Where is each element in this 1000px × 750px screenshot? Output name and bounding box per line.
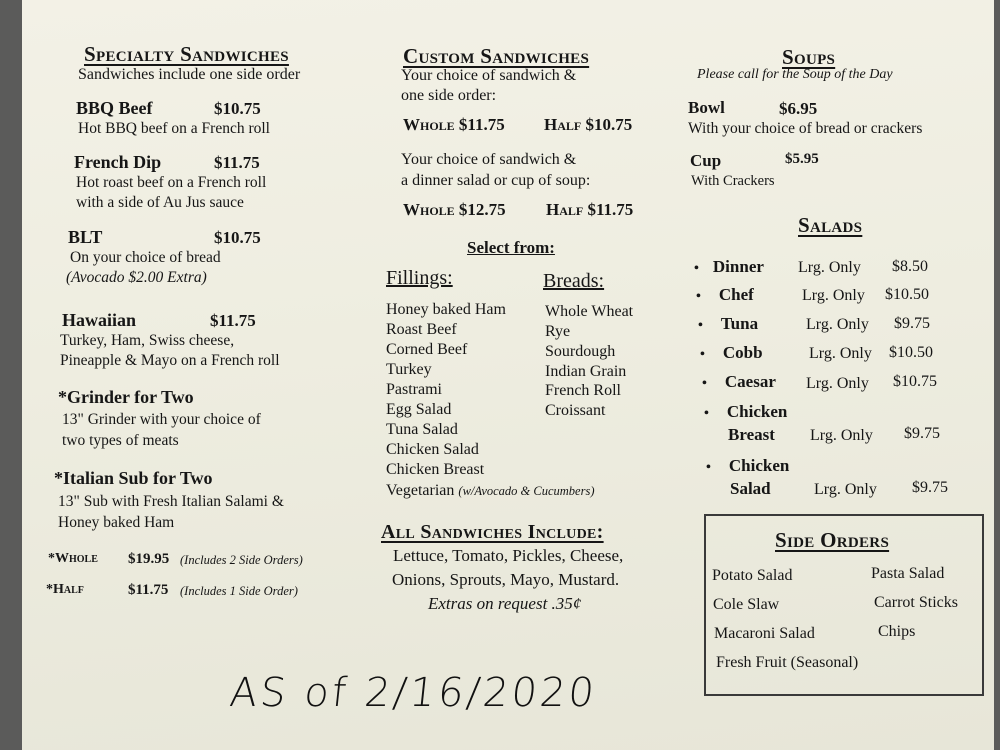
- filling-item: Pastrami: [386, 381, 442, 398]
- bullet-icon: •: [702, 376, 707, 391]
- bread-item: Sourdough: [545, 343, 616, 360]
- half-price: $11.75: [128, 582, 169, 598]
- filling-item: Honey baked Ham: [386, 301, 506, 318]
- specialty-subtitle: Sandwiches include one side order: [78, 66, 301, 83]
- filling-item: Chicken Breast: [386, 461, 485, 478]
- salad-size: Lrg. Only: [810, 427, 873, 444]
- side-item: Pasta Salad: [871, 565, 945, 582]
- salad-price: $8.50: [892, 258, 928, 275]
- select-from-heading: Select from:: [467, 238, 555, 257]
- item-french-dip-name: French Dip: [74, 152, 162, 172]
- item-grinder-desc2: two types of meats: [62, 432, 179, 449]
- salad-name: Chicken: [726, 402, 788, 421]
- salad-size: Lrg. Only: [798, 259, 861, 276]
- salad-row: [706, 456, 948, 498]
- salad-row: [704, 402, 940, 444]
- salads-title: Salads: [798, 213, 863, 237]
- item-hawaiian-desc1: Turkey, Ham, Swiss cheese,: [60, 332, 235, 349]
- item-blt-price: $10.75: [214, 228, 261, 247]
- item-italian-sub-desc1: 13" Sub with Fresh Italian Salami &: [58, 493, 284, 510]
- bullet-icon: •: [700, 347, 705, 362]
- filling-item-vegetarian: [386, 481, 595, 501]
- salad-name-line2: Salad: [730, 479, 771, 498]
- custom-option2-half: Half $11.75: [546, 200, 634, 219]
- bullet-icon: •: [694, 261, 699, 276]
- side-item: Chips: [878, 623, 916, 640]
- filling-item: Corned Beef: [386, 341, 468, 358]
- whole-price: $19.95: [128, 551, 170, 567]
- bullet-icon: •: [696, 289, 701, 304]
- custom-line4: a dinner salad or cup of soup:: [401, 172, 591, 189]
- soup-cup-price: $5.95: [785, 151, 819, 167]
- side-item: Cole Slaw: [713, 596, 780, 613]
- side-item: Fresh Fruit (Seasonal): [716, 654, 859, 671]
- custom-option1-whole: Whole $11.75: [403, 115, 505, 134]
- salad-size: Lrg. Only: [806, 375, 869, 392]
- soups-title: Soups: [782, 45, 836, 69]
- filling-vegetarian-label: Vegetarian: [386, 482, 455, 499]
- filling-item: Egg Salad: [386, 401, 452, 418]
- includes-title: All Sandwiches Include:: [381, 521, 604, 543]
- item-french-dip-desc2: with a side of Au Jus sauce: [76, 194, 244, 211]
- item-grinder-desc1: 13" Grinder with your choice of: [62, 411, 261, 428]
- salad-size: Lrg. Only: [814, 481, 877, 498]
- filling-item: Tuna Salad: [386, 421, 458, 438]
- soup-cup-label: Cup: [690, 151, 722, 170]
- half-label: *Half: [46, 582, 84, 597]
- salad-name: Cobb: [722, 343, 763, 362]
- salad-name: Chef: [718, 285, 754, 304]
- item-french-dip-price: $11.75: [214, 153, 260, 172]
- salad-size: Lrg. Only: [809, 345, 872, 362]
- custom-title: Custom Sandwiches: [403, 44, 590, 68]
- vegetarian-note: (w/Avocado & Cucumbers): [458, 484, 595, 498]
- salad-row: [698, 314, 930, 334]
- item-blt-desc1: On your choice of bread: [70, 249, 221, 266]
- handwritten-date: AS of 2/16/2020: [227, 670, 600, 716]
- salad-name: Caesar: [724, 372, 776, 391]
- includes-line1: Lettuce, Tomato, Pickles, Cheese,: [393, 546, 624, 565]
- side-orders-title: Side Orders: [775, 528, 890, 552]
- filling-item: Chicken Salad: [386, 441, 479, 458]
- whole-note: (Includes 2 Side Orders): [180, 553, 303, 567]
- salad-size: Lrg. Only: [806, 316, 869, 333]
- item-hawaiian-desc2: Pineapple & Mayo on a French roll: [60, 352, 280, 369]
- whole-label: *Whole: [48, 551, 98, 566]
- side-item: Potato Salad: [712, 567, 793, 584]
- item-blt-desc2: (Avocado $2.00 Extra): [66, 269, 207, 286]
- item-blt-name: BLT: [68, 227, 103, 247]
- item-grinder-name: *Grinder for Two: [58, 387, 194, 407]
- bread-item: Indian Grain: [545, 363, 627, 380]
- salad-price: $9.75: [912, 479, 948, 496]
- filling-item: Roast Beef: [386, 321, 457, 338]
- salad-size: Lrg. Only: [802, 287, 865, 304]
- custom-option2-whole: Whole $12.75: [403, 200, 506, 219]
- salad-price: $10.50: [885, 286, 929, 303]
- item-french-dip-desc1: Hot roast beef on a French roll: [76, 174, 267, 191]
- salad-name: Tuna: [720, 314, 759, 333]
- bread-item: Whole Wheat: [545, 303, 634, 320]
- salad-name: Dinner: [712, 257, 764, 276]
- salad-row: [694, 257, 928, 277]
- custom-line2: one side order:: [401, 87, 497, 104]
- salad-price: $10.75: [893, 373, 937, 390]
- soup-bowl-desc: With your choice of bread or crackers: [688, 120, 923, 137]
- bullet-icon: •: [704, 406, 709, 421]
- salad-name: Chicken: [728, 456, 790, 475]
- salad-name-line2: Breast: [728, 425, 775, 444]
- includes-line2: Onions, Sprouts, Mayo, Mustard.: [392, 570, 620, 589]
- bread-item: French Roll: [545, 382, 621, 399]
- side-item: Macaroni Salad: [714, 625, 815, 642]
- bread-item: Croissant: [545, 402, 606, 419]
- bullet-icon: •: [706, 460, 711, 475]
- specialty-title: Specialty Sandwiches: [84, 42, 289, 66]
- item-hawaiian-price: $11.75: [210, 311, 256, 330]
- fillings-heading: Fillings:: [386, 267, 453, 289]
- custom-line3: Your choice of sandwich &: [401, 151, 577, 168]
- soup-bowl-label: Bowl: [688, 98, 725, 117]
- item-bbq-beef-name: BBQ Beef: [76, 98, 153, 118]
- soups-note: Please call for the Soup of the Day: [697, 67, 893, 82]
- bread-item: Rye: [545, 323, 571, 340]
- bullet-icon: •: [698, 318, 703, 333]
- salad-price: $10.50: [889, 344, 933, 361]
- salad-row: [696, 285, 929, 305]
- side-item: Carrot Sticks: [874, 594, 958, 611]
- custom-option1-half: Half $10.75: [544, 115, 633, 134]
- soup-bowl-price: $6.95: [779, 99, 818, 118]
- item-italian-sub-name: *Italian Sub for Two: [54, 468, 213, 488]
- extras-note: Extras on request .35¢: [428, 594, 582, 613]
- item-bbq-beef-price: $10.75: [214, 99, 261, 118]
- salad-row: [700, 343, 933, 363]
- custom-line1: Your choice of sandwich &: [401, 67, 577, 84]
- item-bbq-beef-desc: Hot BBQ beef on a French roll: [78, 120, 270, 137]
- soup-cup-desc: With Crackers: [691, 173, 775, 189]
- half-note: (Includes 1 Side Order): [180, 584, 298, 598]
- item-italian-sub-desc2: Honey baked Ham: [58, 514, 175, 531]
- salad-price: $9.75: [904, 425, 940, 442]
- breads-heading: Breads:: [543, 270, 605, 292]
- salad-price: $9.75: [894, 315, 930, 332]
- salad-row: [702, 372, 937, 392]
- item-hawaiian-name: Hawaiian: [62, 310, 137, 330]
- filling-item: Turkey: [386, 361, 432, 378]
